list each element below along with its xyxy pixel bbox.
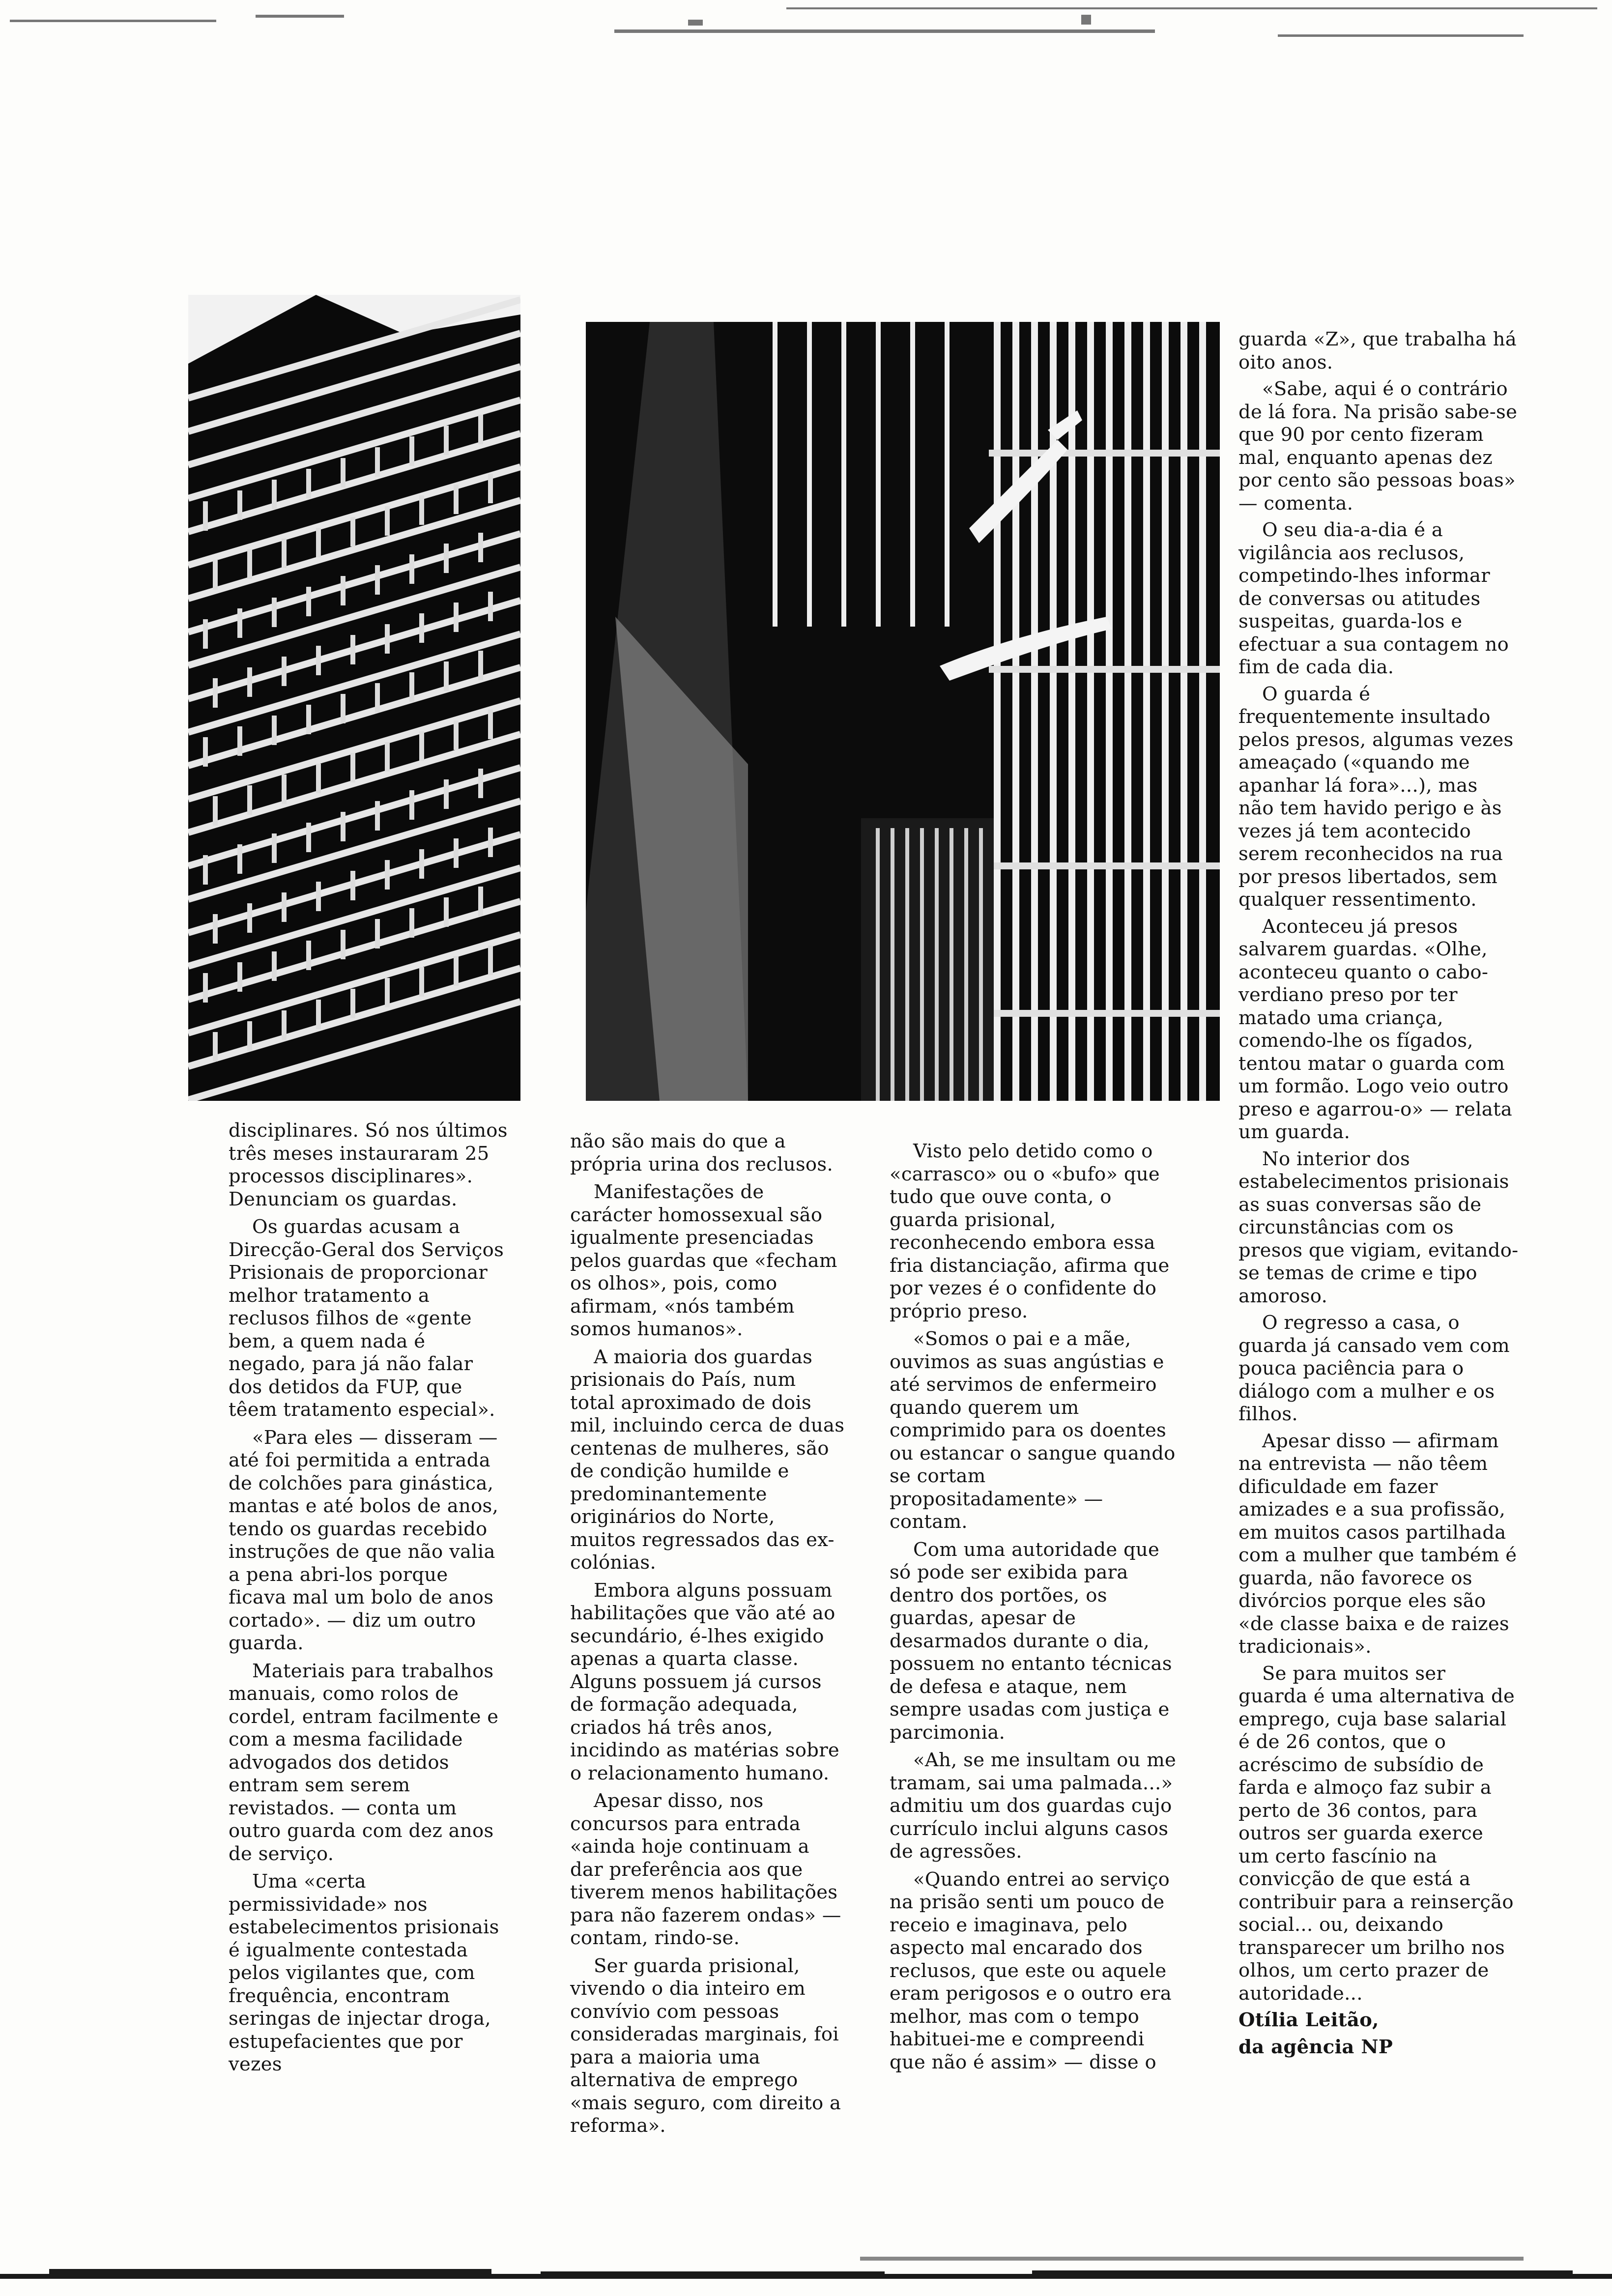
facade-post bbox=[306, 823, 311, 852]
paragraph: «Somos o pai e a mãe, ouvimos as suas angústias e até servimos de enfermeiro quando querem um comprimido para os doentes ou estancar o sangue quando se cortam propositadamente» — contam. bbox=[890, 1328, 1176, 1533]
facade-post bbox=[282, 539, 287, 568]
facade-post bbox=[488, 946, 493, 975]
cell-bar bbox=[1143, 322, 1150, 1101]
building-facade-drawing bbox=[188, 295, 520, 1101]
facade-post bbox=[478, 533, 483, 562]
facade-post bbox=[454, 838, 459, 868]
cell-rail bbox=[989, 862, 1220, 869]
paragraph: O seu dia-a-dia é a vigilância aos reclusos, competindo-lhes informar de conversas ou atitudes suspeitas, guarda-los e efectuar a sua contagem no fim de cada dia. bbox=[1238, 519, 1509, 678]
facade-post bbox=[203, 501, 208, 531]
facade-post bbox=[306, 587, 311, 616]
facade-post bbox=[478, 651, 483, 680]
facade-post bbox=[478, 769, 483, 798]
corridor-bar bbox=[905, 828, 909, 1101]
facade-post bbox=[419, 731, 424, 761]
facade-post bbox=[272, 716, 277, 745]
facade-post bbox=[306, 469, 311, 498]
facade-post bbox=[419, 613, 424, 643]
paragraph: O regresso a casa, o guarda já cansado vem com pouca paciência para o diálogo com a mulher e os filhos. bbox=[1238, 1312, 1510, 1425]
cell-rail bbox=[989, 450, 1220, 457]
facade-post bbox=[444, 779, 449, 809]
facade-post bbox=[247, 785, 252, 815]
paragraph: Manifestações de carácter homossexual são igualmente presenciadas pelos guardas que «fecham os olhos», pois, como afirmam, «nós também somos humanos». bbox=[570, 1181, 837, 1340]
article-column-3 bbox=[890, 1140, 1180, 2079]
facade-post bbox=[282, 892, 287, 922]
facade-post bbox=[316, 1000, 321, 1029]
facade-post bbox=[375, 683, 380, 713]
facade-post bbox=[454, 603, 459, 632]
paragraph: não são mais do que a própria urina dos reclusos. bbox=[570, 1130, 833, 1176]
facade-post bbox=[213, 1032, 218, 1062]
facade-post bbox=[203, 855, 208, 885]
facade-post bbox=[272, 480, 277, 509]
facade-post bbox=[282, 1010, 287, 1040]
facade-post bbox=[247, 549, 252, 579]
facade-post bbox=[488, 828, 493, 857]
corridor-bar bbox=[876, 828, 880, 1101]
paragraph: No interior dos estabelecimentos prisionais as suas conversas são de circunstâncias com os presos que vigiam, evitando-se temas de crime e tipo amoroso. bbox=[1238, 1148, 1519, 1307]
scan-noise-bottom bbox=[0, 2252, 1612, 2296]
facade-post bbox=[488, 474, 493, 503]
facade-post bbox=[350, 753, 355, 782]
paragraph: Com uma autoridade que só pode ser exibida para dentro dos portões, os guardas, apesar de desarmados durante o dia, possuem no entanto técnicas de defesa e ataque, nem sempre usadas com justiça e parcimonia. bbox=[890, 1538, 1172, 1744]
paragraph: «Para eles — disseram — até foi permitida a entrada de colchões para ginástica, mantas e até bolos de anos, tendo os guardas recebido instruções de que não valia a pena abri-los porque ficava mal um bolo de anos cortado». — diz um outro guarda. bbox=[229, 1426, 499, 1654]
building-facade-photo bbox=[188, 295, 520, 1101]
paragraph: «Ah, se me insultam ou me tramam, sai uma palmada...» admitiu um dos guardas cujo currículo inclui alguns casos de agressões. bbox=[890, 1749, 1177, 1863]
facade-post bbox=[247, 667, 252, 697]
facade-post bbox=[350, 989, 355, 1018]
facade-post bbox=[316, 764, 321, 793]
facade-post bbox=[282, 775, 287, 804]
facade-post bbox=[385, 506, 390, 536]
facade-post bbox=[385, 624, 390, 654]
facade-post bbox=[409, 908, 414, 938]
facade-post bbox=[444, 544, 449, 573]
facade-post bbox=[385, 742, 390, 772]
facade-post bbox=[454, 956, 459, 986]
facade-post bbox=[213, 678, 218, 708]
scan-noise-top bbox=[0, 0, 1612, 59]
cell-bar bbox=[994, 322, 1001, 1101]
paragraph: «Sabe, aqui é o contrário de lá fora. Na prisão sabe-se que 90 por cento fizeram mal, enquanto apenas dez por cento são pessoas boas» — comenta. bbox=[1238, 378, 1518, 515]
facade-post bbox=[375, 565, 380, 595]
corridor-bar bbox=[935, 828, 939, 1101]
facade-post bbox=[454, 720, 459, 750]
facade-post bbox=[237, 962, 242, 992]
cell-bar bbox=[807, 322, 812, 627]
corridor-bar bbox=[891, 828, 894, 1101]
paragraph: Ser guarda prisional, vivendo o dia inteiro em convívio com pessoas consideradas marginais, foi para a maioria uma alternativa de emprego «mais seguro, com direito a reforma». bbox=[570, 1954, 841, 2137]
facade-post bbox=[341, 576, 345, 605]
cell-rail bbox=[989, 1010, 1220, 1017]
cell-bar bbox=[1124, 322, 1131, 1101]
cell-bar bbox=[945, 322, 950, 627]
facade-post bbox=[488, 592, 493, 621]
facade-post bbox=[419, 849, 424, 879]
paragraph: guarda «Z», que trabalha há oito anos. bbox=[1238, 328, 1517, 373]
facade-post bbox=[306, 705, 311, 734]
author-signature: Otília Leitão, bbox=[1238, 2009, 1379, 2031]
paragraph: Visto pelo detido como o «carrasco» ou o «bufo» que tudo que ouve conta, o guarda prisional, reconhecendo embora essa fria distanciação, afirma que por vezes é o confidente do próprio preso. bbox=[890, 1140, 1170, 1322]
facade-post bbox=[272, 951, 277, 981]
paragraph: O guarda é frequentemente insultado pelos presos, algumas vezes ameaçado («quando me apanhar lá fora»...), mas não tem havido perigo e às vezes já tem acontecido serem reconhecidos na rua por presos libertados, sem qualquer ressentimento. bbox=[1238, 683, 1514, 911]
cell-bar bbox=[910, 322, 915, 627]
facade-post bbox=[203, 737, 208, 767]
cell-bar bbox=[1180, 322, 1187, 1101]
facade-post bbox=[341, 930, 345, 959]
prison-cell-bars-photo bbox=[586, 322, 1220, 1101]
article-column-2 bbox=[570, 1130, 845, 2143]
article-column-4 bbox=[1238, 328, 1519, 2063]
facade-post bbox=[350, 871, 355, 900]
facade-post bbox=[350, 635, 355, 664]
facade-post bbox=[409, 672, 414, 702]
facade-post bbox=[247, 903, 252, 933]
facade-post bbox=[213, 796, 218, 826]
facade-post bbox=[203, 973, 208, 1003]
cell-bar bbox=[1162, 322, 1169, 1101]
facade-post bbox=[488, 710, 493, 739]
cell-bar bbox=[1031, 322, 1038, 1101]
facade-post bbox=[306, 941, 311, 970]
article-column-1 bbox=[229, 1119, 509, 2081]
facade-post bbox=[316, 882, 321, 911]
cell-bar bbox=[1106, 322, 1113, 1101]
facade-post bbox=[419, 967, 424, 997]
facade-post bbox=[213, 914, 218, 944]
agency-credit: da agência NP bbox=[1238, 2036, 1393, 2058]
facade-post bbox=[478, 887, 483, 916]
paragraph: disciplinares. Só nos últimos três meses instauraram 25 processos disciplinares». Denunciam os guardas. bbox=[229, 1119, 508, 1210]
facade-post bbox=[385, 978, 390, 1007]
facade-post bbox=[237, 726, 242, 756]
facade-post bbox=[237, 608, 242, 638]
facade-post bbox=[419, 495, 424, 525]
corridor-bar bbox=[979, 828, 983, 1101]
corridor-bar bbox=[964, 828, 968, 1101]
corridor-bar bbox=[950, 828, 953, 1101]
cell-rail bbox=[989, 666, 1220, 673]
paragraph: A maioria dos guardas prisionais do País, num total aproximado de dois mil, incluindo cerca de duas centenas de mulheres, são de condição humilde e predominantemente originários do Norte, muitos regressados das ex-colónias. bbox=[570, 1346, 845, 1574]
cell-bar bbox=[773, 322, 777, 627]
paragraph: «Quando entrei ao serviço na prisão senti um pouco de receio e imaginava, pelo aspecto mal encarado dos reclusos, que este ou aquele eram perigosos e o outro era melhor, mas com o tempo habituei-me e compreendi que não é assim» — disse o bbox=[890, 1868, 1172, 2073]
cell-bars-drawing bbox=[586, 322, 1220, 1101]
cell-bar bbox=[1050, 322, 1057, 1101]
facade-post bbox=[444, 897, 449, 927]
facade-post bbox=[203, 619, 208, 649]
facade-post bbox=[444, 426, 449, 455]
facade-post bbox=[213, 560, 218, 590]
cell-bar bbox=[876, 322, 881, 627]
facade-post bbox=[341, 694, 345, 723]
facade-post bbox=[444, 661, 449, 691]
facade-post bbox=[316, 528, 321, 557]
facade-post bbox=[350, 517, 355, 546]
facade-post bbox=[409, 790, 414, 820]
paragraph: Se para muitos ser guarda é uma alternativa de emprego, cuja base salarial é de 26 contos, que o acréscimo de subsídio de farda e almoço faz subir a perto de 36 contos, para outros ser guarda exerce um certo fascínio na convicção de que está a contribuir para a reinserção social... ou, deixando transparecer um brilho nos olhos, um certo prazer de autoridade... bbox=[1238, 1662, 1515, 2005]
facade-post bbox=[341, 458, 345, 488]
paragraph: Uma «certa permissividade» nos estabelecimentos prisionais é igualmente contestada pelos vigilantes que, com frequência, encontram seringas de injectar droga, estupefacientes que por vezes bbox=[229, 1870, 499, 2075]
facade-post bbox=[237, 844, 242, 874]
facade-post bbox=[247, 1021, 252, 1051]
facade-post bbox=[237, 490, 242, 520]
facade-post bbox=[272, 598, 277, 627]
facade-post bbox=[375, 801, 380, 831]
paragraph: Aconteceu já presos salvarem guardas. «Olhe, aconteceu quanto o cabo-verdiano preso por ter matado uma criança, comendo-lhe os fígados, tentou matar o guarda com um formão. Logo veio outro preso e agarrou-o» — relata um guarda. bbox=[1238, 915, 1513, 1143]
facade-post bbox=[316, 646, 321, 675]
facade-post bbox=[282, 657, 287, 686]
paragraph: Os guardas acusam a Direcção-Geral dos Serviços Prisionais de proporcionar melhor tratamento a reclusos filhos de «gente bem, a quem nada é negado, para já não falar dos detidos da FUP, que têem tratamento especial». bbox=[229, 1216, 504, 1421]
paragraph: Apesar disso, nos concursos para entrada «ainda hoje continuam a dar preferência aos que tiverem menos habilitações para não fazerem ondas» — contam, rindo-se. bbox=[570, 1790, 841, 1949]
cell-bar bbox=[1012, 322, 1019, 1101]
cell-bar bbox=[1087, 322, 1094, 1101]
facade-post bbox=[375, 919, 380, 948]
facade-post bbox=[478, 415, 483, 444]
facade-post bbox=[409, 554, 414, 584]
facade-post bbox=[454, 485, 459, 514]
paragraph: Embora alguns possuam habilitações que vão até ao secundário, é-lhes exigido apenas a quarta classe. Alguns possuem já cursos de formação adequada, criados há três anos, incidindo as matérias sobre o relacionamento humano. bbox=[570, 1579, 840, 1784]
cell-bar bbox=[1068, 322, 1075, 1101]
facade-post bbox=[341, 812, 345, 841]
facade-post bbox=[375, 447, 380, 477]
corridor-bar bbox=[920, 828, 924, 1101]
paragraph: Apesar disso — afirmam na entrevista — não têem dificuldade em fazer amizades e a sua profissão, em muitos casos partilhada com a mulher que também é guarda, não favorece os divórcios porque eles são «de classe baixa e de raizes tradicionais». bbox=[1238, 1430, 1517, 1658]
cell-bar bbox=[1199, 322, 1206, 1101]
facade-post bbox=[409, 436, 414, 466]
paragraph: Materiais para trabalhos manuais, como rolos de cordel, entram facilmente e com a mesma facilidade advogados dos detidos entram sem serem revistados. — conta um outro guarda com dez anos de serviço. bbox=[229, 1660, 499, 1865]
facade-post bbox=[385, 860, 390, 890]
facade-post bbox=[272, 833, 277, 863]
cell-bar bbox=[841, 322, 846, 627]
